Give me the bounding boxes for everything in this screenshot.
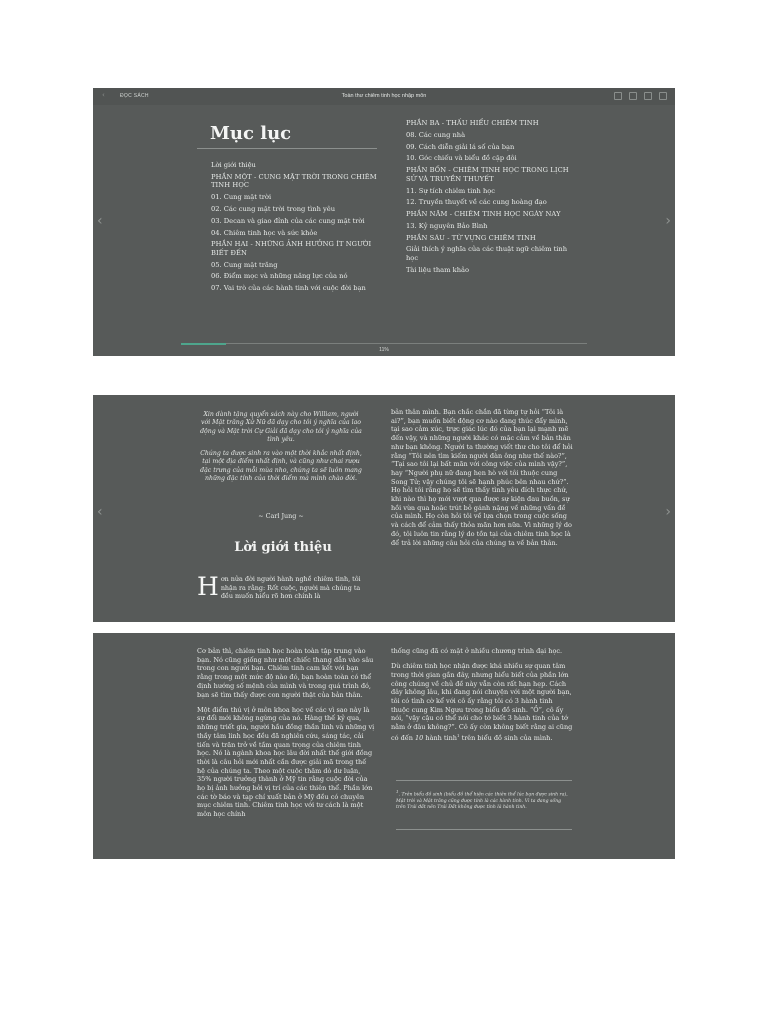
body-column-right	[391, 647, 573, 749]
footnote-number: 1	[396, 789, 399, 794]
settings-icon[interactable]	[644, 92, 652, 100]
toc-item[interactable]: 03. Decan và giao đỉnh của các cung mặt trời	[211, 216, 365, 225]
body-paragraph: thống cũng đã có mặt ở nhiều chương trình đại học.	[391, 647, 563, 655]
epigraph-text: Chúng ta được sinh ra vào một thời khắc nhất định, tại một địa điểm nhất định, và cũng như chai rượu đặc trưng của mỗi mùa nho, chúng ta sẽ luôn mang những đặc tính của thời điểm mà mình chào đời.	[200, 450, 362, 483]
bookmark-icon[interactable]	[629, 92, 637, 100]
dedication	[199, 411, 363, 489]
toc-item[interactable]: 13. Kỷ nguyên Bảo Bình	[406, 221, 488, 230]
chapter-title: Lời giới thiệu	[234, 540, 332, 555]
footnote-ref[interactable]: 1	[456, 732, 460, 738]
app-name[interactable]: ĐỌC SÁCH	[120, 93, 149, 99]
toc-item[interactable]: 06. Điểm mọc và những năng lực của nó	[211, 272, 348, 281]
toc-item[interactable]: 09. Cách diễn giải lá số của bạn	[406, 142, 515, 151]
toc-item[interactable]: Lời giới thiệu	[211, 161, 256, 169]
body-text: Dù chiêm tinh học nhận được khá nhiều sự quan tâm trong thời gian gần đây, nhưng hiểu biết của phần lớn công chúng về chủ đề này vẫn còn rất hạn hẹp. Cách đây không lâu, khi đang nói chuyện với một người bạn, tôi có tình cờ kể với cô ấy rằng tôi có 3 hành tinh thuộc cung Kim Ngưu trong biểu đồ sinh. “Ồ”, cô ấy nói, “vậy cậu có thể nói cho tớ biết 3 hành tinh của tớ nằm ở đâu không?”. Cô ấy còn không biết rằng ai cũng có đến	[391, 662, 573, 742]
toc-item[interactable]: PHẦN BỐN - CHIÊM TINH HỌC TRONG LỊCH SỬ VÀ TRUYỀN THUYẾT	[406, 166, 569, 183]
toolbar-icons	[614, 92, 667, 100]
toc-item[interactable]: PHẦN HAI - NHỮNG ẢNH HƯỞNG ÍT NGƯỜI BIẾT ĐẾN	[211, 240, 372, 257]
reader-page-toc	[93, 88, 675, 356]
progress-fill	[181, 343, 226, 345]
toc-item[interactable]: Giải thích ý nghĩa của các thuật ngữ chiêm tinh học	[406, 245, 568, 262]
body-text: trên biểu đồ sinh của mình.	[459, 733, 553, 742]
toc-item[interactable]: 01. Cung mặt trời	[211, 193, 272, 202]
chevron-left-icon[interactable]: ‹	[97, 504, 103, 520]
reader-toolbar	[93, 88, 675, 105]
toc-list-icon[interactable]	[614, 92, 622, 100]
toc-item[interactable]: 05. Cung mặt trăng	[211, 260, 278, 269]
footnote-divider	[396, 780, 572, 781]
chevron-right-icon[interactable]: ›	[665, 213, 671, 229]
body-paragraph: bản thân mình. Bạn chắc chắn đã từng tự hỏi “Tôi là ai?”, bạn muốn biết động cơ nào đang thúc đẩy mình, tại sao cảm xúc, trực giác lúc đó của bạn lại mạnh mẽ đến vậy, và những người khác có mặc cảm về bản thân như bạn không. Người ta thường viết thư cho tôi để hỏi rằng “Tôi nên tìm kiếm người đàn ông như thế nào?”, “Tại sao tôi lại bất mãn với công việc của mình vậy?”, hay “Người phụ nữ đang hẹn hò với tôi thuộc cung Song Tử; vậy chúng tôi sẽ hạnh phúc bên nhau chứ?”. Họ hỏi tôi rằng họ sẽ tìm thấy tình yêu đích thực chứ, khi nào thì họ mới vượt qua được sự kiện đau buồn, sự hồi vừa qua hoặc trút bỏ gánh nặng về những vấn đề của mình. Họ còn hỏi tôi về lựa chọn trong cuộc sống và cách để cảm thấy thỏa mãn hơn nữa. Vì những lý do đó, tôi luôn tin rằng lý do tồn tại của chiêm tinh học là để trả lời những câu hỏi của chúng ta về bản thân.	[391, 408, 573, 547]
body-column-left	[197, 647, 375, 825]
toc-item[interactable]: Tài liệu tham khảo	[406, 265, 470, 274]
toc-item[interactable]: 10. Góc chiếu và biểu đồ cặp đôi	[406, 154, 517, 163]
chevron-left-icon[interactable]: ‹	[97, 213, 103, 229]
back-arrow-icon[interactable]: ‹	[102, 91, 105, 99]
toc-heading: Mục lục	[210, 123, 292, 144]
book-title: Toàn thư chiêm tinh học nhập môn	[341, 93, 427, 99]
toc-item[interactable]: PHẦN BA - THẤU HIỂU CHIÊM TINH	[406, 119, 539, 127]
reader-page-body	[93, 633, 675, 859]
toc-item[interactable]: PHẦN SÁU - TỪ VỰNG CHIÊM TINH	[406, 233, 536, 242]
footnote	[396, 789, 572, 811]
body-paragraph: Cơ bản thì, chiêm tinh học hoàn toàn tập trung vào bạn. Nó cũng giống như một chiếc thang dẫn vào sâu trong con người bạn. Chiêm tinh cam kết với bạn rằng trong một mức độ nào đó, bạn hoàn toàn có thể định hướng số mệnh của mình và trong quá trình đó, bạn sẽ tìm thấy được con người thật của bản thân.	[197, 647, 374, 699]
progress-bar[interactable]	[181, 343, 587, 344]
body-paragraph	[391, 662, 573, 742]
chevron-right-icon[interactable]: ›	[665, 504, 671, 520]
toc-divider	[197, 148, 377, 149]
progress-label: 11%	[379, 347, 389, 353]
toc-left-column	[211, 161, 379, 296]
body-paragraph: Một điểm thú vị ở môn khoa học về các vì sao này là sự đổi mới không ngừng của nó. Hàng thế kỷ qua, những triết gia, người hầu đồng thần linh và những vị thầy tâm linh học đều đã nghiên cứu, sáng tác, cải tiến và trăn trở về tầm quan trọng của chiêm tinh học. Nó là ngành khoa học lâu đời nhất thế giới đồng thời là câu hỏi mới nhất cần được giải mã trong thế hệ của chúng ta. Theo một cuộc thăm dò dư luận, 35% người trưởng thành ở Mỹ tin rằng cuộc đời của họ bị ảnh hưởng bởi vị trí của các thiên thể. Phần lớn các tờ báo và tạp chí xuất bản ở Mỹ đều có chuyên mục chiêm tinh. Chiêm tinh học với tư cách là một môn học chính	[197, 705, 375, 819]
toc-item[interactable]: 04. Chiêm tinh học và sức khỏe	[211, 228, 318, 237]
toc-item[interactable]: 02. Các cung mặt trời trong tình yêu	[211, 204, 336, 213]
body-column-right	[391, 408, 573, 554]
toc-right-column	[406, 119, 576, 278]
epigraph-author: ~ Carl Jung ~	[258, 512, 304, 520]
toc-item[interactable]: PHẦN NĂM - CHIÊM TINH HỌC NGÀY NAY	[406, 210, 561, 219]
toc-item[interactable]: 08. Các cung nhà	[406, 130, 466, 139]
dedication-text: Xin dành tặng quyển sách này cho William, người với Mặt trăng Xử Nữ đã dạy cho tôi ý nghĩa của lao động và Mặt trời Cự Giải đã dạy cho tôi ý nghĩa của tình yêu.	[200, 411, 362, 443]
body-text: hành tinh	[423, 733, 457, 742]
toc-item[interactable]: 07. Vai trò của các hành tinh với cuộc đời bạn	[211, 284, 366, 293]
toc-item[interactable]: PHẦN MỘT - CUNG MẶT TRỜI TRONG CHIÊM TINH HỌC	[211, 172, 377, 190]
intro-text: ơn nửa đời người hành nghề chiêm tinh, tôi nhận ra rằng: Rốt cuộc, người mà chúng ta đều muốn hiểu rõ hơn chính là	[220, 575, 361, 601]
reader-page-intro	[93, 395, 675, 622]
footnote-divider	[396, 829, 572, 830]
drop-cap: H	[197, 572, 219, 601]
fullscreen-icon[interactable]	[659, 92, 667, 100]
toc-item[interactable]: 12. Truyền thuyết về các cung hoàng đạo	[406, 198, 547, 207]
toc-item[interactable]: 11. Sự tích chiêm tinh học	[406, 186, 496, 195]
italic-number: 10	[415, 733, 424, 742]
footnote-text: . Trên biểu đồ sinh (biểu đồ thể hiện các thiên thể lúc bạn được sinh ra), Mặt trời và Mặt trăng cũng được tính là các hành tinh. Vì ta đang sống trên Trái đất nên Trái Đất không được tính là hành tinh.	[396, 792, 568, 810]
intro-paragraph	[197, 572, 369, 601]
